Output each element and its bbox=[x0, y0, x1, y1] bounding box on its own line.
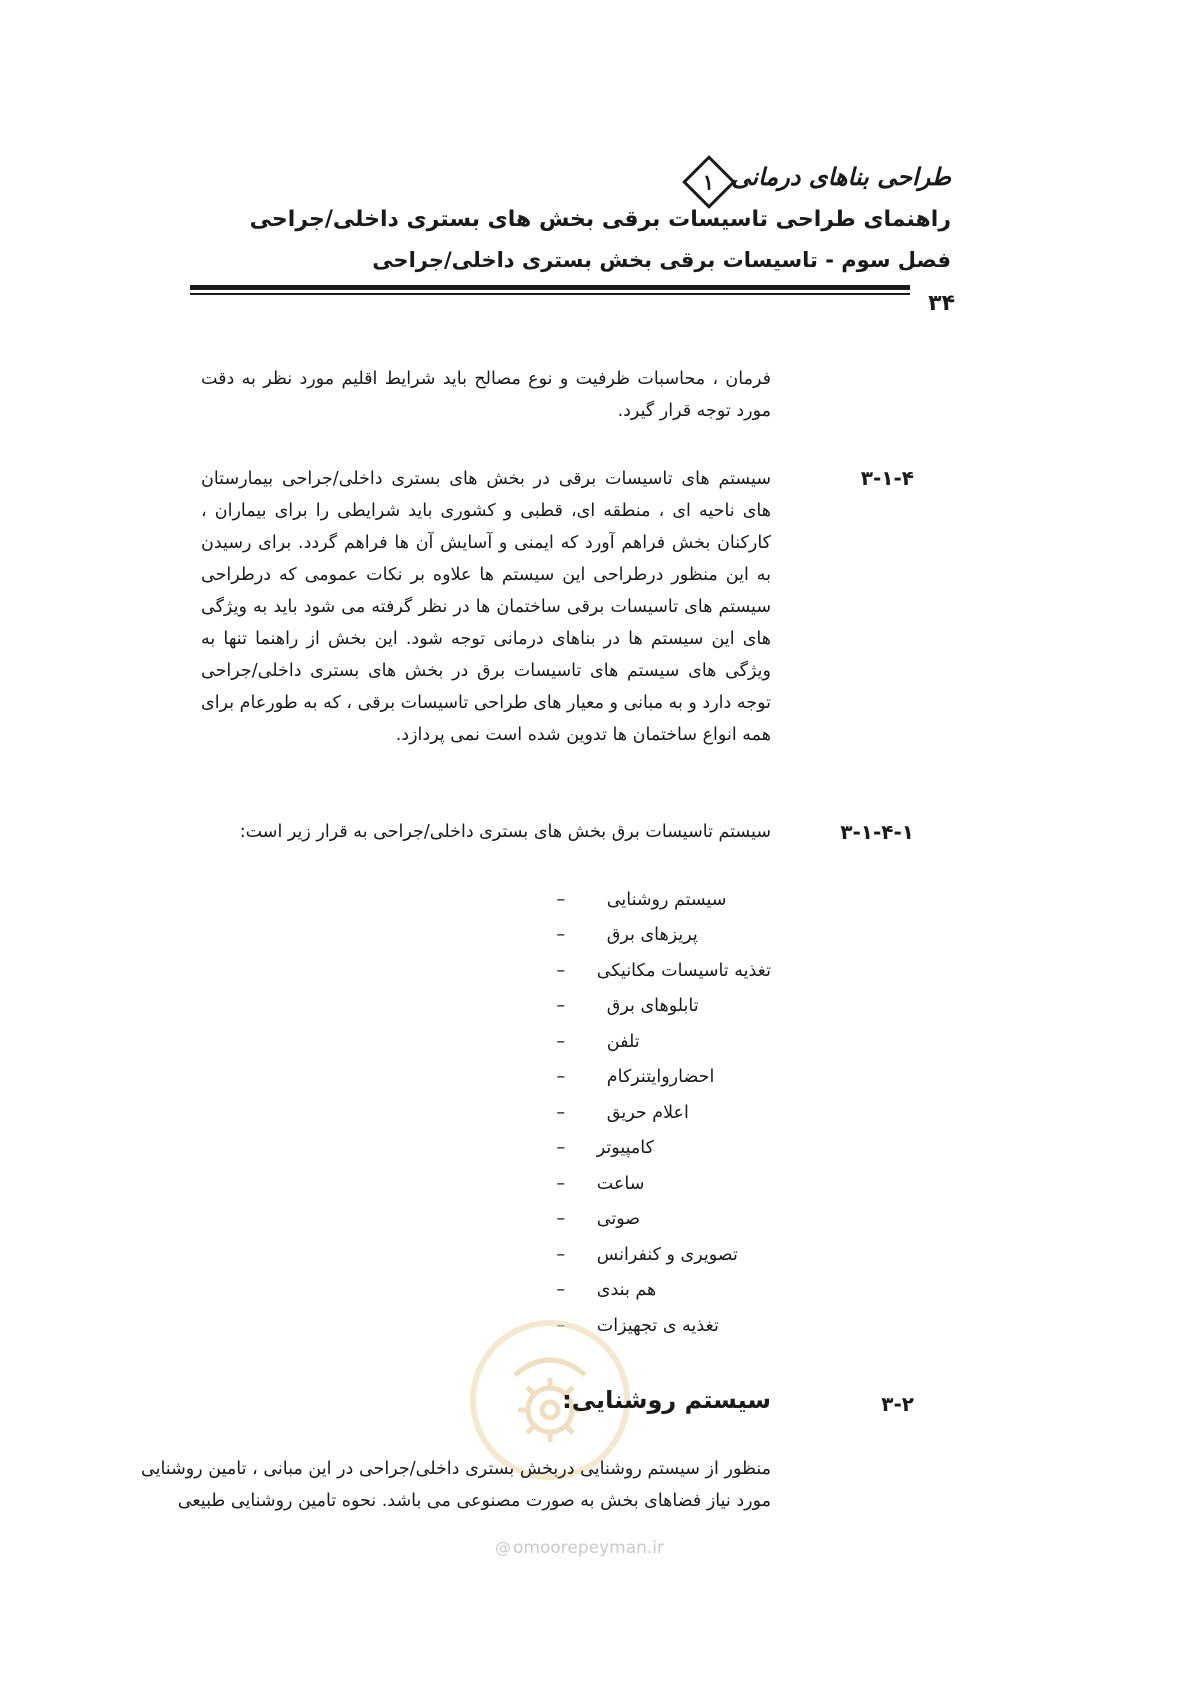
list-item bbox=[555, 953, 771, 989]
watermark-website-label: omoorepeyman.ir bbox=[513, 1538, 665, 1558]
list-bullet: – bbox=[556, 996, 566, 1017]
list-item-label: سیستم روشنایی bbox=[606, 889, 727, 910]
list-item-label: پریزهای برق bbox=[606, 925, 698, 946]
watermark-website bbox=[495, 1538, 664, 1558]
list-item bbox=[555, 1237, 771, 1273]
list-item bbox=[555, 882, 771, 918]
series-number-badge bbox=[682, 155, 736, 209]
list-item-label: اعلام حریق bbox=[606, 1102, 689, 1123]
section-number-3-1-4-1: ۳-۱-۴-۱ bbox=[840, 820, 914, 844]
list-item-label: احضاروایتنرکام bbox=[606, 1067, 715, 1088]
chapter-title: فصل سوم - تاسیسات برقی بخش بستری داخلی/جراحی bbox=[372, 248, 951, 272]
list-bullet: – bbox=[556, 889, 566, 910]
section-3-2-title: سیستم روشنایی: bbox=[562, 1386, 771, 1414]
list-item-label: تغذیه ی تجهیزات bbox=[596, 1315, 719, 1336]
list-item-label: تغذیه تاسیسات مکانیکی bbox=[596, 960, 771, 981]
list-item bbox=[555, 1024, 771, 1060]
list-item bbox=[555, 1202, 771, 1238]
series-number: ۱ bbox=[703, 169, 715, 195]
list-item bbox=[555, 918, 771, 954]
list-item-label: تصویری و کنفرانس bbox=[596, 1244, 738, 1265]
section-3-1-4-1-paragraph: سیستم تاسیسات برق بخش های بستری داخلی/جراحی به قرار زیر است: bbox=[239, 822, 771, 842]
list-item bbox=[555, 1166, 771, 1202]
list-item bbox=[555, 989, 771, 1025]
list-item-label: هم بندی bbox=[596, 1280, 657, 1301]
section-3-1-4-paragraph: سیستم های تاسیسات برقی در بخش های بستری داخلی/جراحی بیمارستان های ناحیه ای ، منطقه ای، قطبی و کشوری باید شرایطی را برای بیماران ، کارکنان بخش فراهم آورد که ایمنی و آسایش آن ها فراهم گردد. برای رسیدن به این منظور درطراحی این سیستم ها علاوه بر نکات عمومی که درطراحی سیستم های تاسیسات برقی ساختمان ها در نظر گرفته می شود باید به ویژگی های این سیستم ها در بناهای درمانی توجه شود. این بخش از راهنما تنها به ویژگی های سیستم های تاسیسات برق در بخش های بستری داخلی/جراحی توجه دارد و به مبانی و معیار های طراحی تاسیسات برقی ، که به طورعام برای همه انواع ساختمان ها تدوین شده است نمی پردازد. bbox=[201, 469, 771, 745]
header-rule-thick bbox=[190, 285, 910, 290]
list-item bbox=[555, 1095, 771, 1131]
list-bullet: – bbox=[556, 1102, 566, 1123]
section-3-2-paragraph: منظور از سیستم روشنایی دربخش بستری داخلی/جراحی در این مبانی ، تامین روشنایی مورد نیاز فضاهای بخش به صورت مصنوعی می باشد. نحوه تامین روشنایی طبیعی bbox=[141, 1459, 771, 1511]
list-item bbox=[555, 1131, 771, 1167]
list-bullet: – bbox=[556, 1244, 566, 1265]
list-item-label: ساعت bbox=[596, 1173, 645, 1194]
list-item bbox=[555, 1060, 771, 1096]
list-bullet: – bbox=[556, 1173, 566, 1194]
list-item-label: تابلوهای برق bbox=[606, 996, 699, 1017]
header-rule-thin bbox=[190, 293, 910, 295]
list-bullet: – bbox=[556, 1067, 566, 1088]
list-bullet: – bbox=[556, 1280, 566, 1301]
intro-paragraph: فرمان ، محاسبات ظرفیت و نوع مصالح باید شرایط اقلیم مورد نظر به دقت مورد توجه قرار گیرد. bbox=[201, 369, 771, 421]
list-bullet: – bbox=[556, 925, 566, 946]
list-item bbox=[555, 1273, 771, 1309]
list-bullet: – bbox=[556, 1209, 566, 1230]
section-number-3-1-4: ۳-۱-۴ bbox=[860, 466, 914, 490]
guide-title: راهنمای طراحی تاسیسات برقی بخش های بستری داخلی/جراحی bbox=[249, 207, 951, 232]
list-bullet: – bbox=[556, 1315, 566, 1336]
series-title: طراحی بناهای درمانی bbox=[731, 162, 951, 191]
section-number-3-2: ۳-۲ bbox=[881, 1392, 914, 1416]
page-number: ۳۴ bbox=[928, 291, 955, 316]
list-item-label: تلفن bbox=[606, 1031, 640, 1052]
list-bullet: – bbox=[556, 1138, 566, 1159]
list-bullet: – bbox=[556, 960, 566, 981]
list-bullet: – bbox=[556, 1031, 566, 1052]
at-icon: @ bbox=[495, 1538, 511, 1557]
electrical-systems-list bbox=[555, 882, 771, 1344]
list-item-label: کامپیوتر bbox=[596, 1138, 654, 1159]
list-item-label: صوتی bbox=[596, 1209, 641, 1230]
